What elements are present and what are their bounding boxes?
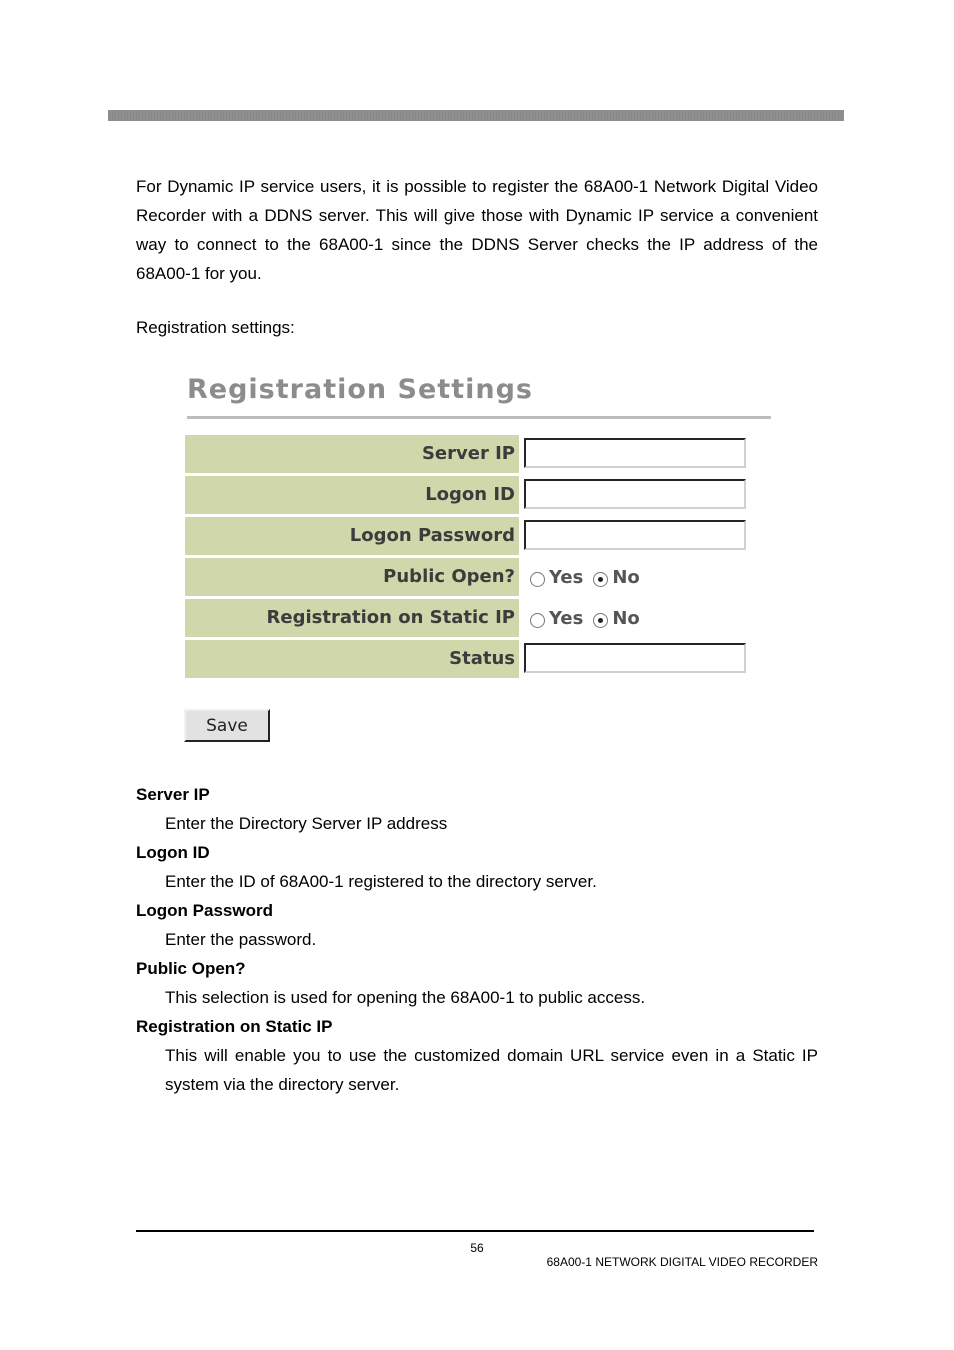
footer-divider [136, 1230, 814, 1232]
definition-term: Logon Password [136, 901, 273, 920]
static-ip-no-option[interactable] [593, 608, 639, 629]
row-server-ip [185, 435, 775, 473]
public-open-yes-label: Yes [549, 566, 584, 588]
public-open-radio-group [530, 558, 650, 596]
static-ip-yes-option[interactable] [530, 608, 583, 629]
logon-password-label: Logon Password [185, 517, 519, 555]
server-ip-label: Server IP [185, 435, 519, 473]
definition-description: Enter the ID of 68A00-1 registered to the directory server. [165, 872, 597, 891]
registration-settings-panel [184, 372, 774, 752]
footer-title: 68A00-1 NETWORK DIGITAL VIDEO RECORDER [546, 1255, 818, 1269]
registration-settings-label: Registration settings: [136, 318, 295, 337]
logon-password-input[interactable] [524, 520, 746, 550]
public-open-no-radio[interactable] [593, 572, 608, 587]
public-open-no-option[interactable] [593, 567, 639, 588]
public-open-yes-radio[interactable] [530, 572, 545, 587]
field-definitions [136, 780, 818, 1099]
logon-id-input[interactable] [524, 479, 746, 509]
public-open-no-label: No [612, 566, 640, 588]
static-ip-yes-label: Yes [549, 607, 584, 629]
registration-static-ip-label: Registration on Static IP [185, 599, 519, 637]
panel-title: Registration Settings [187, 374, 533, 405]
static-ip-yes-radio[interactable] [530, 613, 545, 628]
static-ip-radio-group [530, 599, 650, 637]
status-label: Status [185, 640, 519, 678]
definition-term: Server IP [136, 785, 210, 804]
row-logon-id [185, 476, 775, 514]
definition-description: This will enable you to use the customized domain URL service even in a Static IP system via the directory server. [165, 1046, 818, 1094]
status-field[interactable] [524, 643, 746, 673]
public-open-label: Public Open? [185, 558, 519, 596]
static-ip-no-label: No [612, 607, 640, 629]
logon-id-label: Logon ID [185, 476, 519, 514]
static-ip-no-radio[interactable] [593, 613, 608, 628]
intro-paragraph: For Dynamic IP service users, it is possible to register the 68A00-1 Network Digital Video Recorder with a DDNS server. This will give those with Dynamic IP service a convenient way to connect to the 68A00-1 since the DDNS Server checks the IP address of the 68A00-1 for you. [136, 177, 818, 283]
definition-description: Enter the Directory Server IP address [165, 814, 448, 833]
header-bar [108, 110, 844, 121]
row-public-open [185, 558, 775, 596]
server-ip-input[interactable] [524, 438, 746, 468]
definition-description: This selection is used for opening the 68A00-1 to public access. [165, 988, 646, 1007]
definition-term: Logon ID [136, 843, 210, 862]
definition-term: Public Open? [136, 959, 246, 978]
panel-divider [187, 416, 771, 419]
row-registration-static-ip [185, 599, 775, 637]
row-logon-password [185, 517, 775, 555]
save-button[interactable]: Save [184, 709, 270, 742]
page-number: 56 [470, 1241, 484, 1255]
row-status [185, 640, 775, 678]
public-open-yes-option[interactable] [530, 567, 583, 588]
definition-description: Enter the password. [165, 930, 317, 949]
definition-term: Registration on Static IP [136, 1017, 333, 1036]
